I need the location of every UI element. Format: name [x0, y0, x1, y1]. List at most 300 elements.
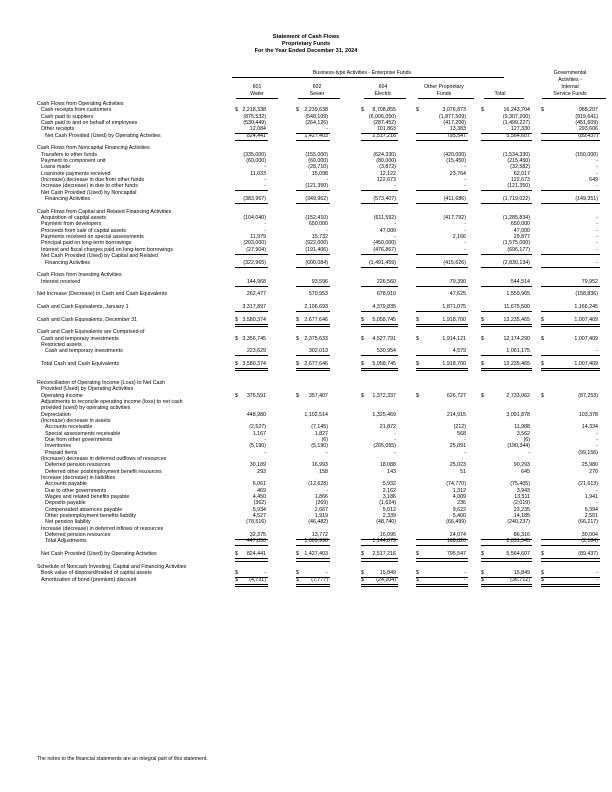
header-col-water: Water: [250, 91, 264, 97]
cell-value: (74,770): [446, 481, 466, 488]
currency-symbol: $: [235, 360, 238, 367]
cell-value: 5,564,607: [506, 132, 530, 139]
row-label: Financing Activities: [45, 259, 91, 266]
cell-value: 16,095: [379, 532, 396, 539]
cell-value: 21,872: [379, 424, 396, 431]
cell-value: -: [596, 500, 598, 507]
cell-value: (66,499): [446, 519, 466, 526]
cell-value: 1,312: [452, 487, 466, 494]
cell-value: 226,560: [376, 278, 396, 285]
cell-value: -: [464, 240, 466, 247]
row-label: Cash paid to suppliers: [41, 113, 94, 120]
cell-value: -: [596, 443, 598, 450]
cell-value: 357,407: [308, 392, 328, 399]
cell-value: 62,017: [513, 170, 530, 177]
cell-value: (28,710): [308, 164, 328, 171]
table-row: [0, 577, 612, 584]
cell-value: 15,732: [311, 234, 328, 241]
cell-value: (476,867): [373, 246, 396, 253]
cell-value: (78,516): [246, 519, 266, 526]
currency-symbol: $: [416, 316, 419, 323]
cell-value: 15,098: [311, 170, 328, 177]
cell-value: 168,820: [446, 538, 466, 545]
row-label: Provided (Used) by Operating Activities: [41, 386, 134, 393]
currency-symbol: $: [361, 576, 364, 583]
header-group-rule: [232, 77, 504, 78]
cell-value: -: [596, 240, 598, 247]
row-label: Acquisition of capital assets: [41, 215, 107, 222]
cell-value: (322,965): [243, 259, 266, 266]
currency-symbol: $: [235, 551, 238, 558]
row-label: Transfers to other funds: [41, 151, 98, 158]
cell-value: 2,677,646: [304, 316, 328, 323]
cell-value: -: [264, 177, 266, 184]
cell-value: (411,686): [443, 196, 466, 203]
cell-value: 14,185: [513, 513, 530, 520]
header-underline-other: [418, 98, 474, 99]
cell-value: 5,932: [382, 481, 396, 488]
footnote: The notes to the financial statements are an integral part of this statement.: [37, 756, 208, 762]
cell-value: 25,980: [581, 462, 598, 469]
cell-value: (4,731): [249, 576, 266, 583]
cell-value: (269): [315, 500, 328, 507]
cell-value: 795,547: [446, 132, 466, 139]
cell-value: (89,437): [578, 551, 598, 558]
cell-value: 30,189: [249, 462, 266, 469]
row-label: Cash and Cash Equivalents, January 1: [37, 303, 129, 310]
cell-value: 649: [589, 177, 598, 184]
row-label: Principal paid on long-term borrowings: [41, 240, 132, 247]
row-label: Due to other governments: [45, 487, 107, 494]
currency-symbol: $: [541, 551, 544, 558]
row-label: Cash Flows from Investing Activities: [37, 272, 122, 279]
row-label: Compensated absences payable: [45, 506, 123, 513]
row-label: Prepaid items: [45, 449, 78, 456]
cell-value: 158: [319, 468, 328, 475]
currency-symbol: $: [235, 107, 238, 114]
cell-value: (121,350): [305, 183, 328, 190]
cell-value: 1,559,965: [506, 291, 530, 298]
currency-symbol: $: [235, 335, 238, 342]
header-col-total: Total: [494, 91, 506, 97]
statement-period: For the Year Ended December 31, 2024: [254, 48, 358, 54]
cell-value: 3,580,374: [242, 360, 266, 367]
currency-symbol: $: [296, 335, 299, 342]
cell-value: 1,144,879: [372, 538, 396, 545]
total-double-rule: [541, 584, 600, 587]
cell-value: (215,450): [507, 158, 530, 165]
statement-title: Statement of Cash Flows: [272, 34, 340, 40]
header-col-electric-num: 604: [378, 84, 388, 90]
cell-value: (335,000): [243, 151, 266, 158]
row-label: Net pension liability: [45, 519, 91, 526]
currency-symbol: $: [296, 360, 299, 367]
cell-value: (450,000): [373, 240, 396, 247]
header-col-other-b: Funds: [436, 91, 452, 97]
cell-value: (60,000): [308, 158, 328, 165]
cell-value: -: [394, 430, 396, 437]
cell-value: (152,410): [305, 215, 328, 222]
row-label: Other postemployment benefits liability: [45, 513, 136, 520]
currency-symbol: $: [541, 570, 544, 577]
cell-value: (875,532): [243, 113, 266, 120]
row-label: (Increase) decrease in assets: [41, 418, 111, 424]
cell-value: 2,239,638: [304, 107, 328, 114]
row-label: Accounts receivable: [45, 424, 93, 431]
header-gov-1: Governmental: [553, 70, 587, 76]
header-underline-water: [236, 98, 278, 99]
cell-value: (205,055): [373, 443, 396, 450]
cell-value: 24,074: [449, 532, 466, 539]
cell-value: (922,000): [305, 240, 328, 247]
currency-symbol: $: [416, 576, 419, 583]
cell-value: (99,156): [578, 449, 598, 456]
cell-value: (48,740): [376, 519, 396, 526]
currency-symbol: $: [296, 570, 299, 577]
cell-value: (15,450): [446, 158, 466, 165]
currency-symbol: $: [541, 360, 544, 367]
cell-value: 2,166: [452, 234, 466, 241]
cell-value: 12,174,290: [503, 335, 530, 342]
currency-symbol: $: [481, 392, 484, 399]
cell-value: 530,954: [376, 348, 396, 355]
row-label: Net Cash Provided (Used) by Operating Activities: [41, 551, 157, 558]
currency-symbol: $: [416, 335, 419, 342]
cell-value: 1,325,469: [372, 411, 396, 418]
row-label: Reconciliation of Operating Income (Loss) to Net Cash: [37, 379, 166, 386]
cell-value: (149,351): [575, 196, 598, 203]
cell-value: (530,449): [243, 120, 266, 127]
cell-value: 3,186: [382, 494, 396, 501]
cell-value: 23,235: [513, 506, 530, 513]
cell-value: (1,534,330): [502, 151, 530, 158]
cell-value: -: [464, 227, 466, 234]
currency-symbol: $: [296, 392, 299, 399]
cell-value: 13,235,465: [503, 360, 530, 367]
cell-value: 2,375,633: [304, 335, 328, 342]
cell-value: 25,091: [449, 443, 466, 450]
cell-value: 101,863: [376, 126, 396, 133]
cell-value: (420,000): [443, 151, 466, 158]
cell-value: (1,491,459): [368, 259, 396, 266]
cell-value: 4,450: [252, 494, 266, 501]
header-col-sewer: Sewer: [309, 91, 325, 97]
currency-symbol: $: [481, 316, 484, 323]
row-label: Increase (decrease) in deferred inflows of resources: [41, 525, 164, 532]
row-label: Cash paid to and on behalf of employees: [41, 120, 138, 127]
cell-value: (287,452): [373, 120, 396, 127]
cell-value: 1,372,337: [372, 392, 396, 399]
cell-value: 1,919: [314, 513, 328, 520]
cell-value: (190,344): [507, 443, 530, 450]
row-label: (Increase) decrease in due from other funds: [41, 177, 145, 184]
cell-value: 143: [387, 468, 396, 475]
cell-value: 6,394: [584, 506, 598, 513]
cell-value: 2,339: [382, 513, 396, 520]
row-label: Cash and temporary investments: [41, 335, 119, 342]
row-label: Deferred pension resources: [45, 462, 111, 469]
row-label: Interest and fiscal charges paid on long-term borrowings: [41, 246, 173, 253]
currency-symbol: $: [296, 107, 299, 114]
cell-value: -: [264, 221, 266, 228]
cell-value: 5,934: [252, 506, 266, 513]
statement-subtitle: Proprietary Funds: [281, 41, 331, 47]
currency-symbol: $: [541, 392, 544, 399]
currency-symbol: $: [361, 360, 364, 367]
cell-value: (264,126): [305, 120, 328, 127]
cell-value: 15,849: [379, 570, 396, 577]
cell-value: 23,764: [449, 170, 466, 177]
cell-value: -: [596, 576, 598, 583]
row-label: Deferred pension resources: [45, 532, 111, 539]
cell-value: 293: [257, 468, 266, 475]
row-label: Amortization of bond (premium) discount: [41, 576, 137, 583]
cell-value: -: [464, 437, 466, 444]
cell-value: (3,872): [379, 164, 396, 171]
cell-value: 29,877: [513, 234, 530, 241]
cell-value: -: [394, 234, 396, 241]
cell-value: -: [264, 449, 266, 456]
cell-value: 1,941: [584, 494, 598, 501]
cell-value: (1,575,000): [502, 240, 530, 247]
cell-value: 1,866: [314, 494, 328, 501]
cell-value: 824,441: [246, 551, 266, 558]
cell-value: 1,007,409: [574, 316, 598, 323]
cell-value: (24,204): [376, 576, 396, 583]
cell-value: -: [464, 576, 466, 583]
cell-value: 645: [521, 468, 530, 475]
cell-value: 5,058,745: [372, 316, 396, 323]
header-underline-total: [484, 98, 524, 99]
cell-value: 25,023: [449, 462, 466, 469]
cell-value: 13,511: [514, 494, 530, 501]
header-gov-2: Activities -: [558, 77, 582, 83]
cell-value: -: [596, 570, 598, 577]
cell-value: 5,400: [452, 513, 466, 520]
cell-value: (80,000): [376, 158, 396, 165]
cell-value: 51: [460, 468, 466, 475]
cell-value: (1,877,509): [438, 113, 466, 120]
cell-value: (611,592): [373, 215, 396, 222]
cell-value: (89,437): [578, 132, 598, 139]
cell-value: (5,190): [311, 443, 328, 450]
cell-value: (150,000): [575, 151, 598, 158]
cell-value: -: [596, 348, 598, 355]
cell-value: 223,629: [246, 348, 266, 355]
row-label: Payment to component unit: [41, 158, 106, 165]
cell-value: 12,122: [379, 170, 396, 177]
cell-value: (696,177): [507, 246, 530, 253]
cell-value: 236: [457, 500, 466, 507]
cell-value: (5,190): [249, 443, 266, 450]
cell-value: (548,109): [305, 113, 328, 120]
cell-value: -: [464, 221, 466, 228]
cell-value: 13,383: [449, 126, 466, 133]
cell-value: (240,237): [507, 519, 530, 526]
row-label: Special assessments receivable: [45, 430, 121, 437]
cell-value: 93,596: [311, 278, 328, 285]
currency-symbol: $: [541, 576, 544, 583]
cell-value: 270: [589, 468, 598, 475]
cell-value: -: [464, 449, 466, 456]
total-double-rule: [361, 584, 398, 587]
cell-value: 4,379,835: [372, 303, 396, 310]
cell-value: 90,293: [513, 462, 530, 469]
currency-symbol: $: [361, 107, 364, 114]
cell-value: -: [596, 259, 598, 266]
cell-value: 11,988: [514, 424, 530, 431]
cell-value: 2,667: [314, 506, 328, 513]
cell-value: (6): [523, 437, 530, 444]
row-label: Other receipts: [41, 126, 75, 133]
row-label: Interest received: [41, 278, 81, 285]
cell-value: 2,501: [584, 513, 598, 520]
currency-symbol: $: [481, 107, 484, 114]
cell-value: 30,004: [581, 532, 598, 539]
header-col-electric: Electric: [374, 91, 392, 97]
cell-value: -: [264, 570, 266, 577]
cell-value: 1,827: [314, 430, 328, 437]
cell-value: -: [596, 183, 598, 190]
cell-value: 1,007,409: [574, 360, 598, 367]
header-underline-gov: [542, 98, 606, 99]
cell-value: -: [326, 126, 328, 133]
row-label: Loan/note payments received: [41, 170, 111, 177]
cell-value: (417,792): [443, 215, 466, 222]
header-underline-sewer: [298, 98, 340, 99]
cell-value: 262,477: [246, 291, 266, 298]
cell-value: -: [326, 570, 328, 577]
cell-value: 4,527,791: [372, 335, 396, 342]
cell-value: -: [464, 183, 466, 190]
cell-value: -: [596, 234, 598, 241]
cell-value: -: [326, 227, 328, 234]
cell-value: (1,285,834): [502, 215, 530, 222]
row-label: Payments received on special assessments: [41, 234, 144, 241]
cell-value: 12,084: [249, 126, 266, 133]
cell-value: 2,517,216: [372, 132, 396, 139]
cell-value: 3,317,897: [242, 303, 266, 310]
currency-symbol: $: [541, 316, 544, 323]
cell-value: 1,102,514: [304, 411, 328, 418]
cell-value: (27,904): [246, 246, 266, 253]
cell-value: 1,427,403: [304, 551, 328, 558]
cell-value: -: [464, 570, 466, 577]
row-label: Financing Activities: [45, 196, 91, 203]
cell-value: -: [596, 487, 598, 494]
cell-value: 293,606: [578, 126, 598, 133]
cell-value: 544,514: [510, 278, 530, 285]
cell-value: (9,307,200): [502, 113, 530, 120]
cell-value: (191,406): [305, 246, 328, 253]
currency-symbol: $: [361, 551, 364, 558]
cell-value: 5,012: [382, 506, 396, 513]
currency-symbol: $: [416, 392, 419, 399]
cell-value: (87,253): [578, 392, 598, 399]
cell-value: 4,579: [452, 348, 466, 355]
cell-value: -: [394, 449, 396, 456]
cell-value: 568: [457, 430, 466, 437]
cell-value: (600,084): [305, 259, 328, 266]
row-label: Cash and temporary investments: [45, 348, 123, 355]
cell-value: -: [528, 449, 530, 456]
cell-value: 79,390: [449, 278, 466, 285]
cell-value: 5,564,607: [506, 551, 530, 558]
cell-value: (383,967): [243, 196, 266, 203]
row-label: Increase (decrease) in due to other funds: [41, 183, 138, 190]
cell-value: (21,613): [578, 481, 598, 488]
cell-value: 3,562: [516, 430, 530, 437]
row-label: Cash Flows from Operating Activities: [37, 101, 124, 107]
row-label: Total Adjustments: [45, 538, 87, 545]
cell-value: (2,527): [249, 424, 266, 431]
currency-symbol: $: [296, 551, 299, 558]
cell-value: -: [326, 449, 328, 456]
cell-value: 1,167: [252, 430, 266, 437]
cell-value: -: [264, 437, 266, 444]
cell-value: 626,727: [446, 392, 466, 399]
currency-symbol: $: [481, 360, 484, 367]
header-gov-4: Service Funds: [553, 91, 587, 97]
cell-value: 11,675,500: [503, 303, 530, 310]
cell-value: -: [596, 430, 598, 437]
row-label: Operating income: [41, 392, 83, 399]
cell-value: 18,088: [379, 462, 396, 469]
cell-value: (12,628): [308, 481, 328, 488]
cell-value: 13,772: [311, 532, 328, 539]
cell-value: -: [596, 246, 598, 253]
row-label: Book value of disposed/traded of capital assets: [41, 570, 152, 577]
row-label: Cash receipts from customers: [41, 107, 112, 114]
total-double-rule: [235, 584, 268, 587]
header-col-other-a: Other Proprietary: [424, 84, 464, 90]
currency-symbol: $: [481, 576, 484, 583]
cell-value: (36,712): [510, 576, 530, 583]
currency-symbol: $: [361, 392, 364, 399]
cell-value: 1,871,075: [442, 303, 466, 310]
row-label: Adjustments to reconcile operating income (loss) to net cash: [41, 398, 183, 405]
currency-symbol: $: [541, 107, 544, 114]
cell-value: 3,580,374: [242, 316, 266, 323]
cell-value: (573,407): [373, 196, 396, 203]
cell-value: (1,624): [379, 500, 396, 507]
cell-value: 650,000: [308, 221, 328, 228]
cell-value: 13,235,465: [503, 316, 530, 323]
row-label: Schedule of Noncash Investing, Capital and Financing Activities: [37, 563, 187, 570]
cell-value: 3,943: [516, 487, 530, 494]
row-label: (Increase) decrease in deferred outflows of resources: [41, 456, 167, 463]
cell-value: 3,091,878: [506, 411, 530, 418]
row-label: Wages and related benefits payable: [45, 494, 130, 501]
row-label: Deposits payable: [45, 500, 86, 507]
currency-symbol: $: [235, 576, 238, 583]
row-label: Net Cash Provided (Used) by Operating Activities: [45, 132, 161, 139]
currency-symbol: $: [361, 316, 364, 323]
cell-value: 2,831,545: [506, 538, 530, 545]
row-label: Cash and Cash Equivalents are Comprised of: [37, 329, 145, 336]
cell-value: 376,591: [246, 392, 266, 399]
cell-value: 678,910: [376, 291, 396, 298]
header-col-sewer-num: 602: [312, 84, 322, 90]
header-underline-electric: [364, 98, 406, 99]
cell-value: 795,547: [446, 551, 466, 558]
cell-value: 2,162: [382, 487, 396, 494]
cell-value: (349,962): [305, 196, 328, 203]
cell-value: 47,000: [379, 227, 396, 234]
cell-value: 2,733,062: [506, 392, 530, 399]
header-col-water-num: 601: [252, 84, 262, 90]
cell-value: 2,677,646: [304, 360, 328, 367]
